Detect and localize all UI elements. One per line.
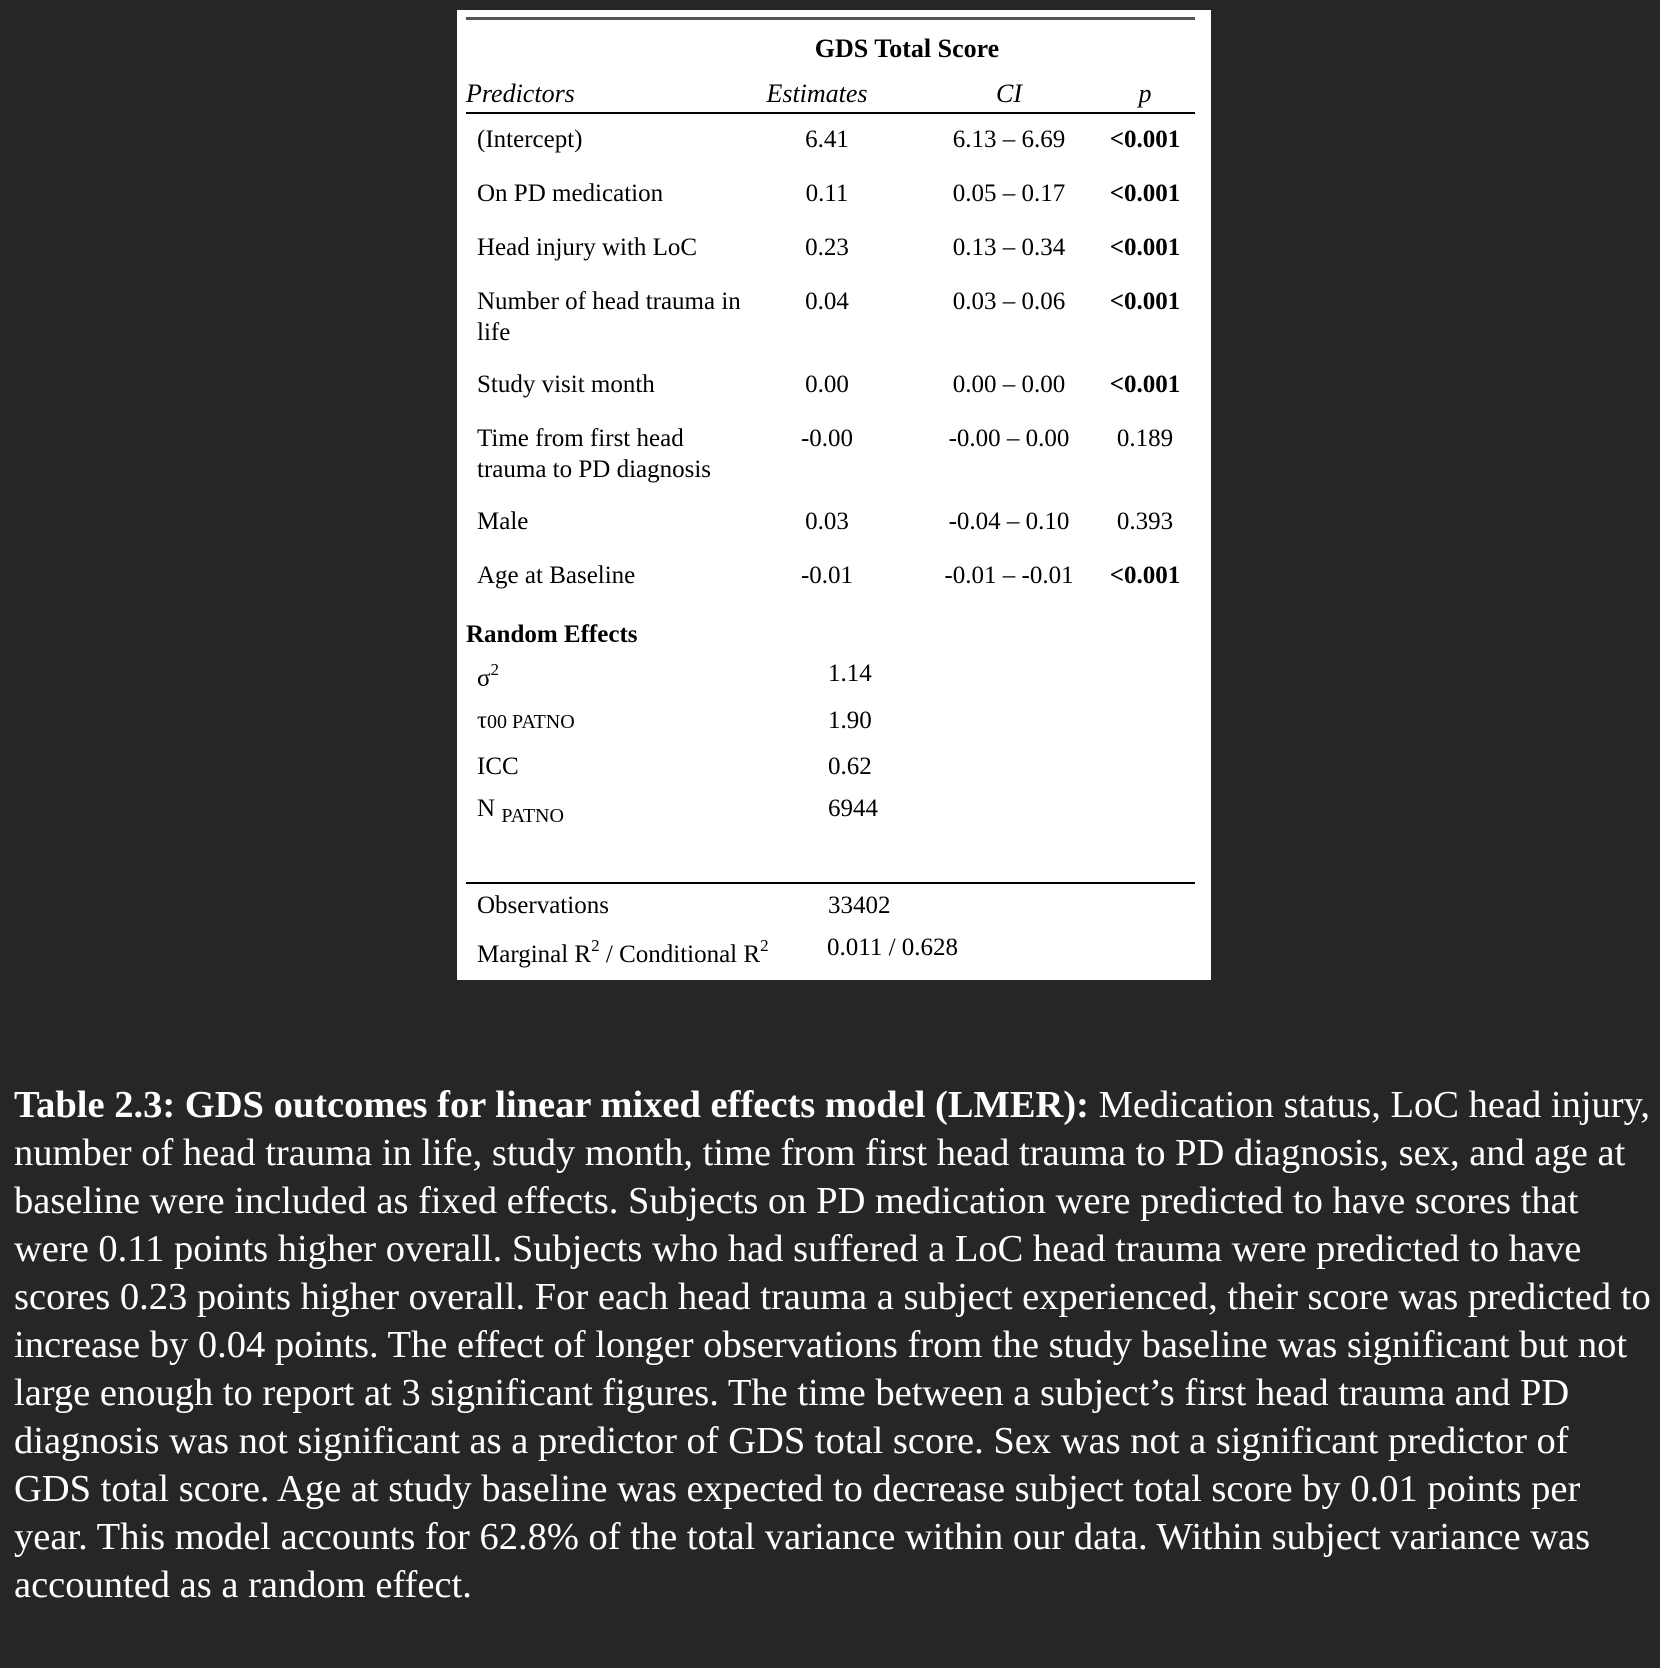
regression-table xyxy=(457,10,1211,980)
random-effects-title: Random Effects xyxy=(466,621,638,648)
bottom-rule xyxy=(466,882,1195,884)
row-p-value: <0.001 xyxy=(1109,180,1181,207)
header-predictors: Predictors xyxy=(466,79,575,108)
row-estimate: 0.04 xyxy=(805,288,849,315)
row-ci: 6.13 – 6.69 xyxy=(952,126,1066,153)
row-estimate: 0.23 xyxy=(805,234,849,261)
row-label: Age at Baseline xyxy=(477,562,636,589)
row-ci: 0.00 – 0.00 xyxy=(952,371,1066,398)
r2-marginal-sup: 2 xyxy=(591,936,600,955)
header-estimates: Estimates xyxy=(766,79,868,108)
row-estimate: -0.00 xyxy=(800,425,854,452)
header-ci: CI xyxy=(996,79,1022,108)
row-label: Number of head trauma in life xyxy=(477,288,741,346)
tau00-value: 1.90 xyxy=(828,707,872,734)
r2-conditional-text: / Conditional R xyxy=(599,941,761,968)
sigma-symbol: σ xyxy=(477,665,491,692)
observations-label: Observations xyxy=(477,892,609,919)
sigma2-label xyxy=(477,660,499,693)
row-label: Study visit month xyxy=(477,371,655,398)
model-title: GDS Total Score xyxy=(814,34,1000,63)
sigma-superscript: 2 xyxy=(490,660,499,679)
tau-symbol: τ xyxy=(477,707,488,734)
r2-value: 0.011 / 0.628 xyxy=(827,934,959,961)
row-p-value: 0.189 xyxy=(1116,425,1174,452)
r2-conditional-sup: 2 xyxy=(760,936,769,955)
row-p-value: <0.001 xyxy=(1109,126,1181,153)
caption-label: Table 2.3: GDS outcomes for linear mixed effects model (LMER): xyxy=(14,1084,1089,1126)
row-label: On PD medication xyxy=(477,180,664,207)
row-p-value: <0.001 xyxy=(1109,562,1181,589)
tau-subscript: 00 PATNO xyxy=(487,711,575,733)
row-ci: -0.01 – -0.01 xyxy=(944,562,1074,589)
row-estimate: 0.00 xyxy=(805,371,849,398)
row-ci: -0.04 – 0.10 xyxy=(948,508,1070,535)
icc-value: 0.62 xyxy=(828,753,872,780)
row-p-value: <0.001 xyxy=(1109,371,1181,398)
row-estimate: 0.03 xyxy=(805,508,849,535)
row-ci: -0.00 – 0.00 xyxy=(948,425,1070,452)
n-subscript: PATNO xyxy=(501,805,564,827)
row-p-value: 0.393 xyxy=(1116,508,1174,535)
r2-label xyxy=(477,936,769,969)
row-estimate: -0.01 xyxy=(800,562,854,589)
n-patno-label xyxy=(477,795,564,828)
n-symbol: N xyxy=(477,795,496,822)
top-rule xyxy=(466,17,1195,20)
row-estimate: 6.41 xyxy=(805,126,849,153)
row-ci: 0.05 – 0.17 xyxy=(952,180,1066,207)
row-ci: 0.13 – 0.34 xyxy=(952,234,1066,261)
r2-marginal-text: Marginal R xyxy=(477,941,592,968)
row-label: (Intercept) xyxy=(477,126,583,153)
icc-label: ICC xyxy=(477,753,519,780)
tau00-label xyxy=(477,707,575,735)
observations-value: 33402 xyxy=(828,892,891,919)
row-label: Time from first head trauma to PD diagnosis xyxy=(477,425,712,483)
row-p-value: <0.001 xyxy=(1109,234,1181,261)
row-ci: 0.03 – 0.06 xyxy=(952,288,1066,315)
row-p-value: <0.001 xyxy=(1109,288,1181,315)
caption-text: Medication status, LoC head injury, number of head trauma in life, study month, time from first head trauma to PD diagnosis, sex, and age at baseline were included as fixed effects. Subjects on PD medication were predicted to have scores that were 0.11 points higher overall. Subjects who had suffered a LoC head trauma were predicted to have scores 0.23 points higher overall. For each head trauma a subject experienced, their score was predicted to increase by 0.04 points. The effect of longer observations from the study baseline was significant but not large enough to report at 3 significant figures. The time between a subject’s first head trauma and PD diagnosis was not significant as a predictor of GDS total score. Sex was not a significant predictor of GDS total score. Age at study baseline was expected to decrease subject total score by 0.01 points per year. This model accounts for 62.8% of the total variance within our data. Within subject variance was accounted as a random effect. xyxy=(14,1084,1651,1606)
header-rule xyxy=(466,112,1195,114)
row-estimate: 0.11 xyxy=(805,180,849,207)
table-caption xyxy=(14,1081,1654,1609)
sigma2-value: 1.14 xyxy=(828,660,872,687)
row-label: Head injury with LoC xyxy=(477,234,698,261)
n-patno-value: 6944 xyxy=(828,795,878,822)
row-label: Male xyxy=(477,508,529,535)
header-p: p xyxy=(1138,79,1152,108)
